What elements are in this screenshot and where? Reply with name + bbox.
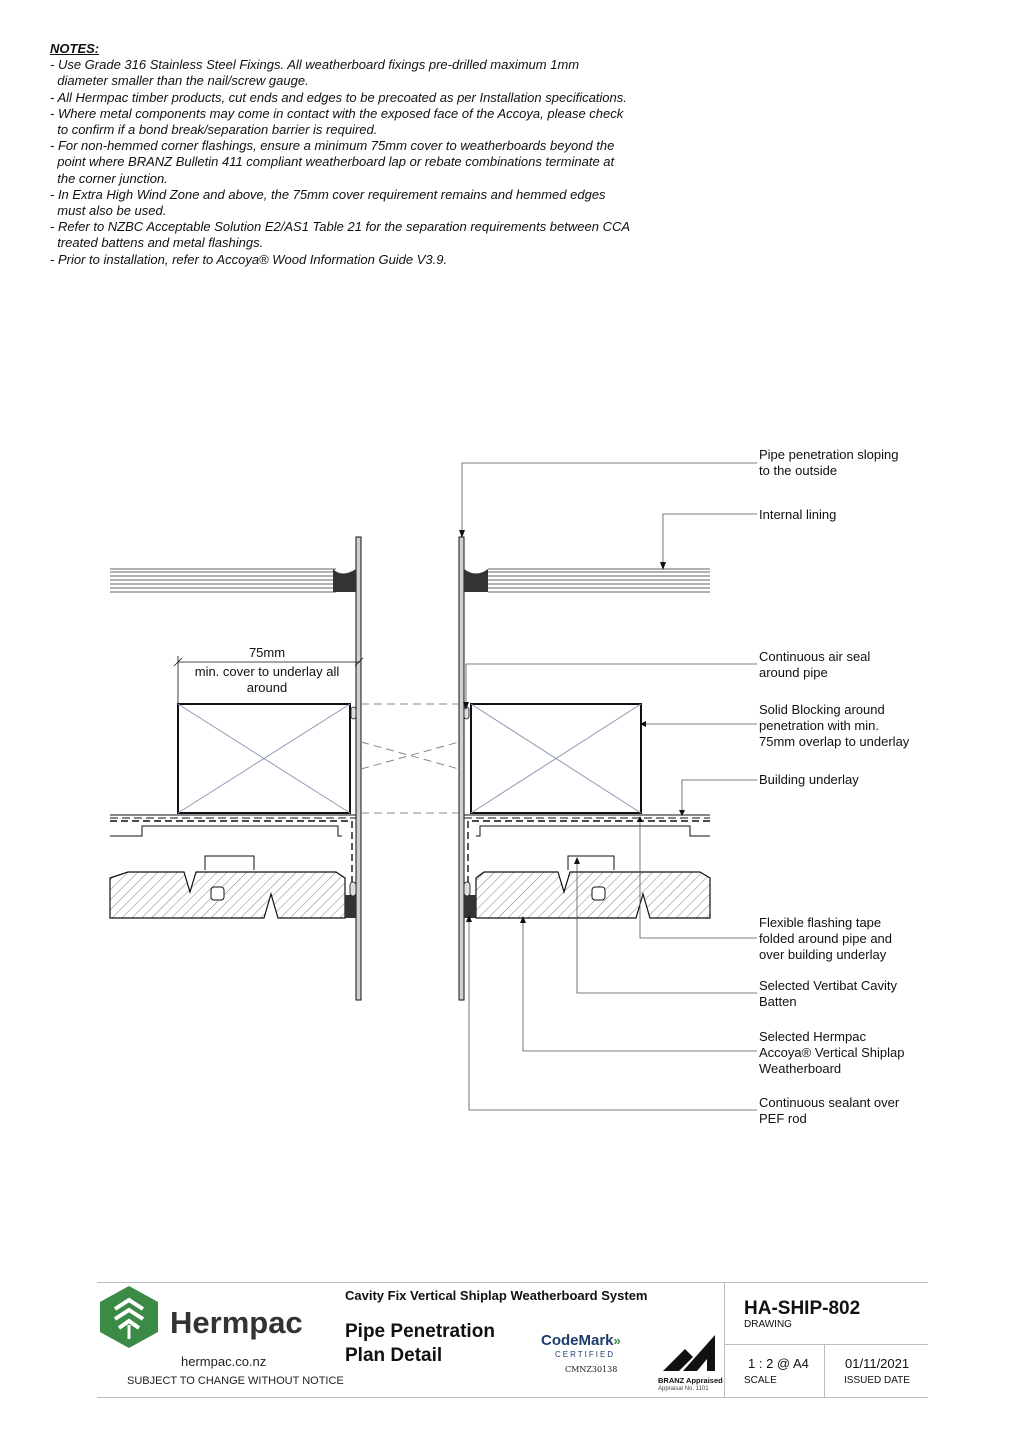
- codemark-badge: [541, 1332, 641, 1374]
- drawing-number: HA-SHIP-802: [744, 1298, 861, 1319]
- dimension-note-line1: min. cover to underlay all: [194, 664, 340, 679]
- note-item: - Prior to installation, refer to Accoya® Wood Information Guide V3.9.: [50, 251, 448, 267]
- leader-arrowheads: [459, 530, 685, 923]
- sealant-left: [345, 895, 356, 918]
- drawing-title-line1: Pipe Penetration: [345, 1321, 495, 1342]
- issued-label: ISSUED DATE: [844, 1375, 910, 1386]
- pipe-wall-left: [356, 537, 361, 1000]
- pipe-continuation: [361, 704, 459, 813]
- dimension-note-line2: around: [246, 680, 288, 695]
- codemark-number: CMNZ30138: [565, 1365, 618, 1374]
- callout-weatherboard: Selected Hermpac Accoya® Vertical Shiplap Weatherboard: [759, 1029, 905, 1076]
- title-block: [97, 1282, 928, 1398]
- note-item: - All Hermpac timber products, cut ends and edges to be precoated as per Installation specifications.: [50, 89, 627, 105]
- callout-sealant: Continuous sealant over PEF rod: [759, 1095, 900, 1126]
- note-item: - Refer to NZBC Acceptable Solution E2/AS1 Table 21 for the separation requirements between CCA treated battens and metal flashings.: [50, 219, 631, 251]
- callout-flashing-tape: Flexible flashing tape folded around pipe and over building underlay: [759, 915, 893, 962]
- callout-batten: Selected Vertibat Cavity Batten: [759, 978, 898, 1009]
- notes-heading: NOTES:: [50, 41, 100, 56]
- disclaimer: SUBJECT TO CHANGE WITHOUT NOTICE: [127, 1375, 344, 1387]
- callout-air-seal: Continuous air seal around pipe: [759, 649, 871, 680]
- air-seal-rod-right: [464, 707, 469, 719]
- scale-label: SCALE: [744, 1375, 777, 1386]
- scale-value: 1 : 2 @ A4: [748, 1356, 809, 1371]
- board-clip-left: [205, 856, 254, 870]
- drawing-label: DRAWING: [744, 1319, 792, 1330]
- cavity-batten-left: [110, 826, 342, 836]
- lining-sealant-right: [464, 569, 488, 592]
- leader-lines: [462, 463, 757, 1110]
- internal-lining-right: [488, 569, 710, 592]
- brand-name: Hermpac: [170, 1305, 303, 1340]
- dimension-value: 75mm: [248, 645, 286, 660]
- solid-blocking-left: [178, 704, 350, 813]
- note-item: - Where metal components may come in contact with the exposed face of the Accoya, please check to confirm if a bond break/separation barrier is required.: [50, 105, 624, 138]
- cavity-batten-right: [476, 826, 710, 836]
- codemark-label: CodeMark: [541, 1332, 614, 1349]
- callout-blocking: Solid Blocking around penetration with min. 75mm overlap to underlay: [759, 702, 910, 749]
- board-key-left: [211, 887, 224, 900]
- chevrons-icon: »: [613, 1333, 621, 1348]
- branz-number: Appraisal No. 1101: [658, 1386, 709, 1392]
- building-underlay: [110, 815, 710, 818]
- weatherboard-left: [110, 872, 345, 918]
- branz-logo-icon: [663, 1331, 719, 1375]
- pef-rod-left: [350, 882, 356, 896]
- callout-underlay: Building underlay: [759, 772, 859, 787]
- hermpac-logo-icon: [97, 1285, 161, 1349]
- internal-lining-left: [110, 569, 336, 592]
- air-seal-rod-left: [351, 707, 356, 719]
- note-item: - Use Grade 316 Stainless Steel Fixings. All weatherboard fixings pre-drilled maximum 1mm diameter smaller than the nail/screw gauge.: [50, 57, 580, 89]
- callout-internal-lining: Internal lining: [759, 507, 837, 522]
- drawing-title-line2: Plan Detail: [345, 1345, 443, 1366]
- pipe-wall-right: [459, 537, 464, 1000]
- sealant-right: [464, 895, 476, 918]
- system-name: Cavity Fix Vertical Shiplap Weatherboard System: [345, 1288, 648, 1303]
- board-key-right: [592, 887, 605, 900]
- pef-rod-right: [464, 882, 470, 896]
- issued-date: 01/11/2021: [845, 1356, 910, 1371]
- branz-label: BRANZ Appraised: [658, 1376, 723, 1385]
- codemark-sub: CERTIFIED: [555, 1350, 616, 1359]
- website[interactable]: hermpac.co.nz: [181, 1354, 267, 1369]
- note-item: - In Extra High Wind Zone and above, the 75mm cover requirement remains and hemmed edges must also be used.: [50, 186, 606, 219]
- solid-blocking-right: [471, 704, 641, 813]
- callout-pipe-slope: Pipe penetration sloping to the outside: [759, 447, 899, 478]
- note-item: - For non-hemmed corner flashings, ensure a minimum 75mm cover to weatherboards beyond the point where BRANZ Bulletin 411 compliant weatherboard lap or rebate combinations terminate at the corner junction.: [50, 138, 615, 186]
- lining-sealant-left: [333, 569, 356, 592]
